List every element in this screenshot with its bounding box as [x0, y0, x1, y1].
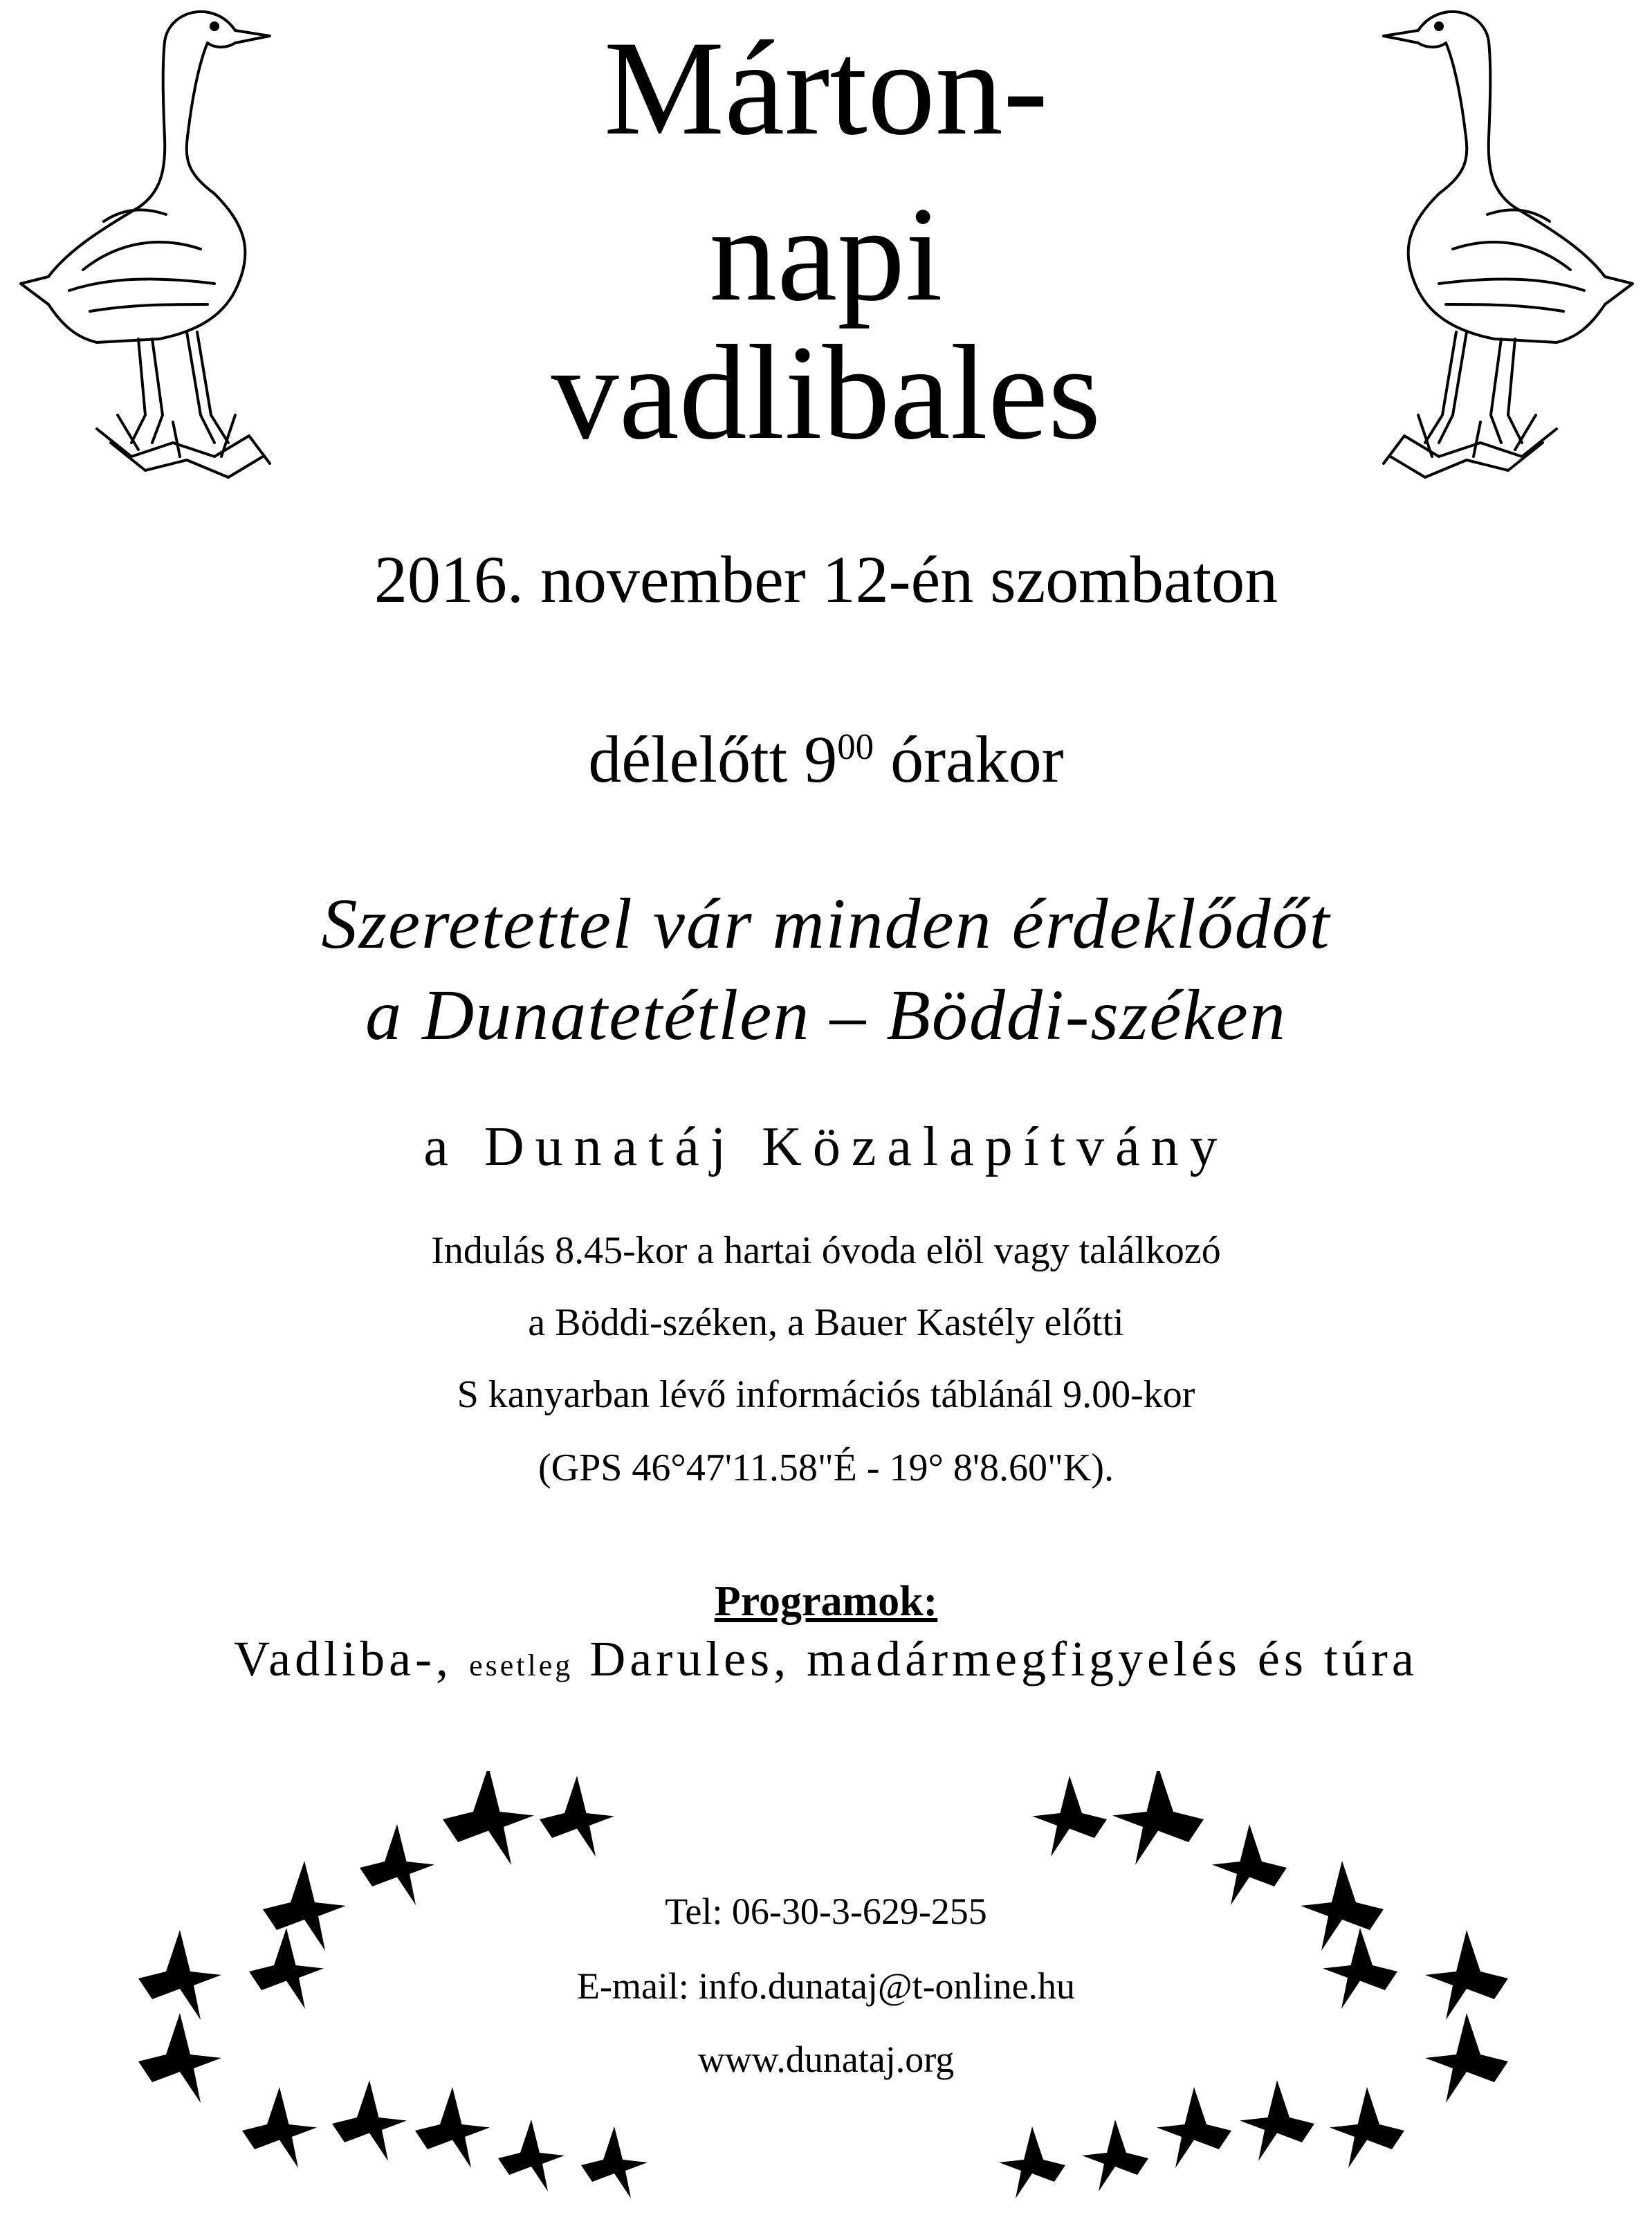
flying-bird-icon [443, 1771, 534, 1865]
flying-bird-icon [1240, 2080, 1314, 2161]
flying-bird-icon [1157, 2087, 1231, 2168]
flying-bird-icon [1082, 2120, 1148, 2191]
flying-bird-icon [242, 2087, 317, 2168]
organizer: a Dunatáj Közalapítvány [423, 1116, 1229, 1177]
contact-website[interactable]: www.dunataj.org [697, 2039, 955, 2080]
flying-bird-icon [332, 2080, 407, 2161]
programs-list [0, 1631, 1652, 1687]
programs-part-1: Vadliba-, [234, 1631, 470, 1687]
flying-bird-icon [581, 2126, 648, 2198]
programs-part-2: esetleg [469, 1648, 573, 1682]
flying-bird-icon [540, 1776, 614, 1857]
flying-bird-icon [999, 2126, 1065, 2198]
time-minutes: 00 [837, 727, 874, 767]
details-line-1: Indulás 8.45-kor a hartai óvoda elöl vagy találkozó [431, 1229, 1221, 1272]
details-line-2: a Böddi-széken, a Bauer Kastély előtti [528, 1301, 1124, 1344]
details-line-3: S kanyarban lévő információs táblánál 9.00-kor [457, 1373, 1195, 1416]
time-prefix: délelőtt 9 [588, 722, 838, 796]
event-date: 2016. november 12-én szombaton [374, 542, 1278, 616]
contact-email[interactable]: E-mail: info.dunataj@t-online.hu [576, 1965, 1076, 2007]
event-time [0, 722, 1652, 796]
invitation-line-1: Szeretettel vár minden érdeklődőt [321, 884, 1331, 964]
details-line-4: (GPS 46°47'11.58"É - 19° 8'8.60"K). [538, 1446, 1114, 1489]
flying-bird-icon [415, 2087, 490, 2168]
programs-part-3: Darules, madármegfigyelés és túra [573, 1631, 1418, 1687]
flying-bird-icon [498, 2120, 565, 2191]
flying-bird-icon [1112, 1771, 1204, 1865]
flying-bird-icon [1330, 2087, 1404, 2168]
title-line-3: vadlibales [551, 318, 1101, 468]
programs-heading: Programok: [714, 1578, 938, 1625]
time-suffix: órakor [874, 722, 1064, 796]
flying-bird-icon [1032, 1776, 1107, 1857]
invitation-line-2: a Dunatetétlen – Böddi-széken [365, 975, 1287, 1055]
contact-phone: Tel: 06-30-3-629-255 [665, 1891, 987, 1932]
title-line-1: Márton- [603, 13, 1049, 163]
title-line-2: napi [709, 179, 943, 329]
